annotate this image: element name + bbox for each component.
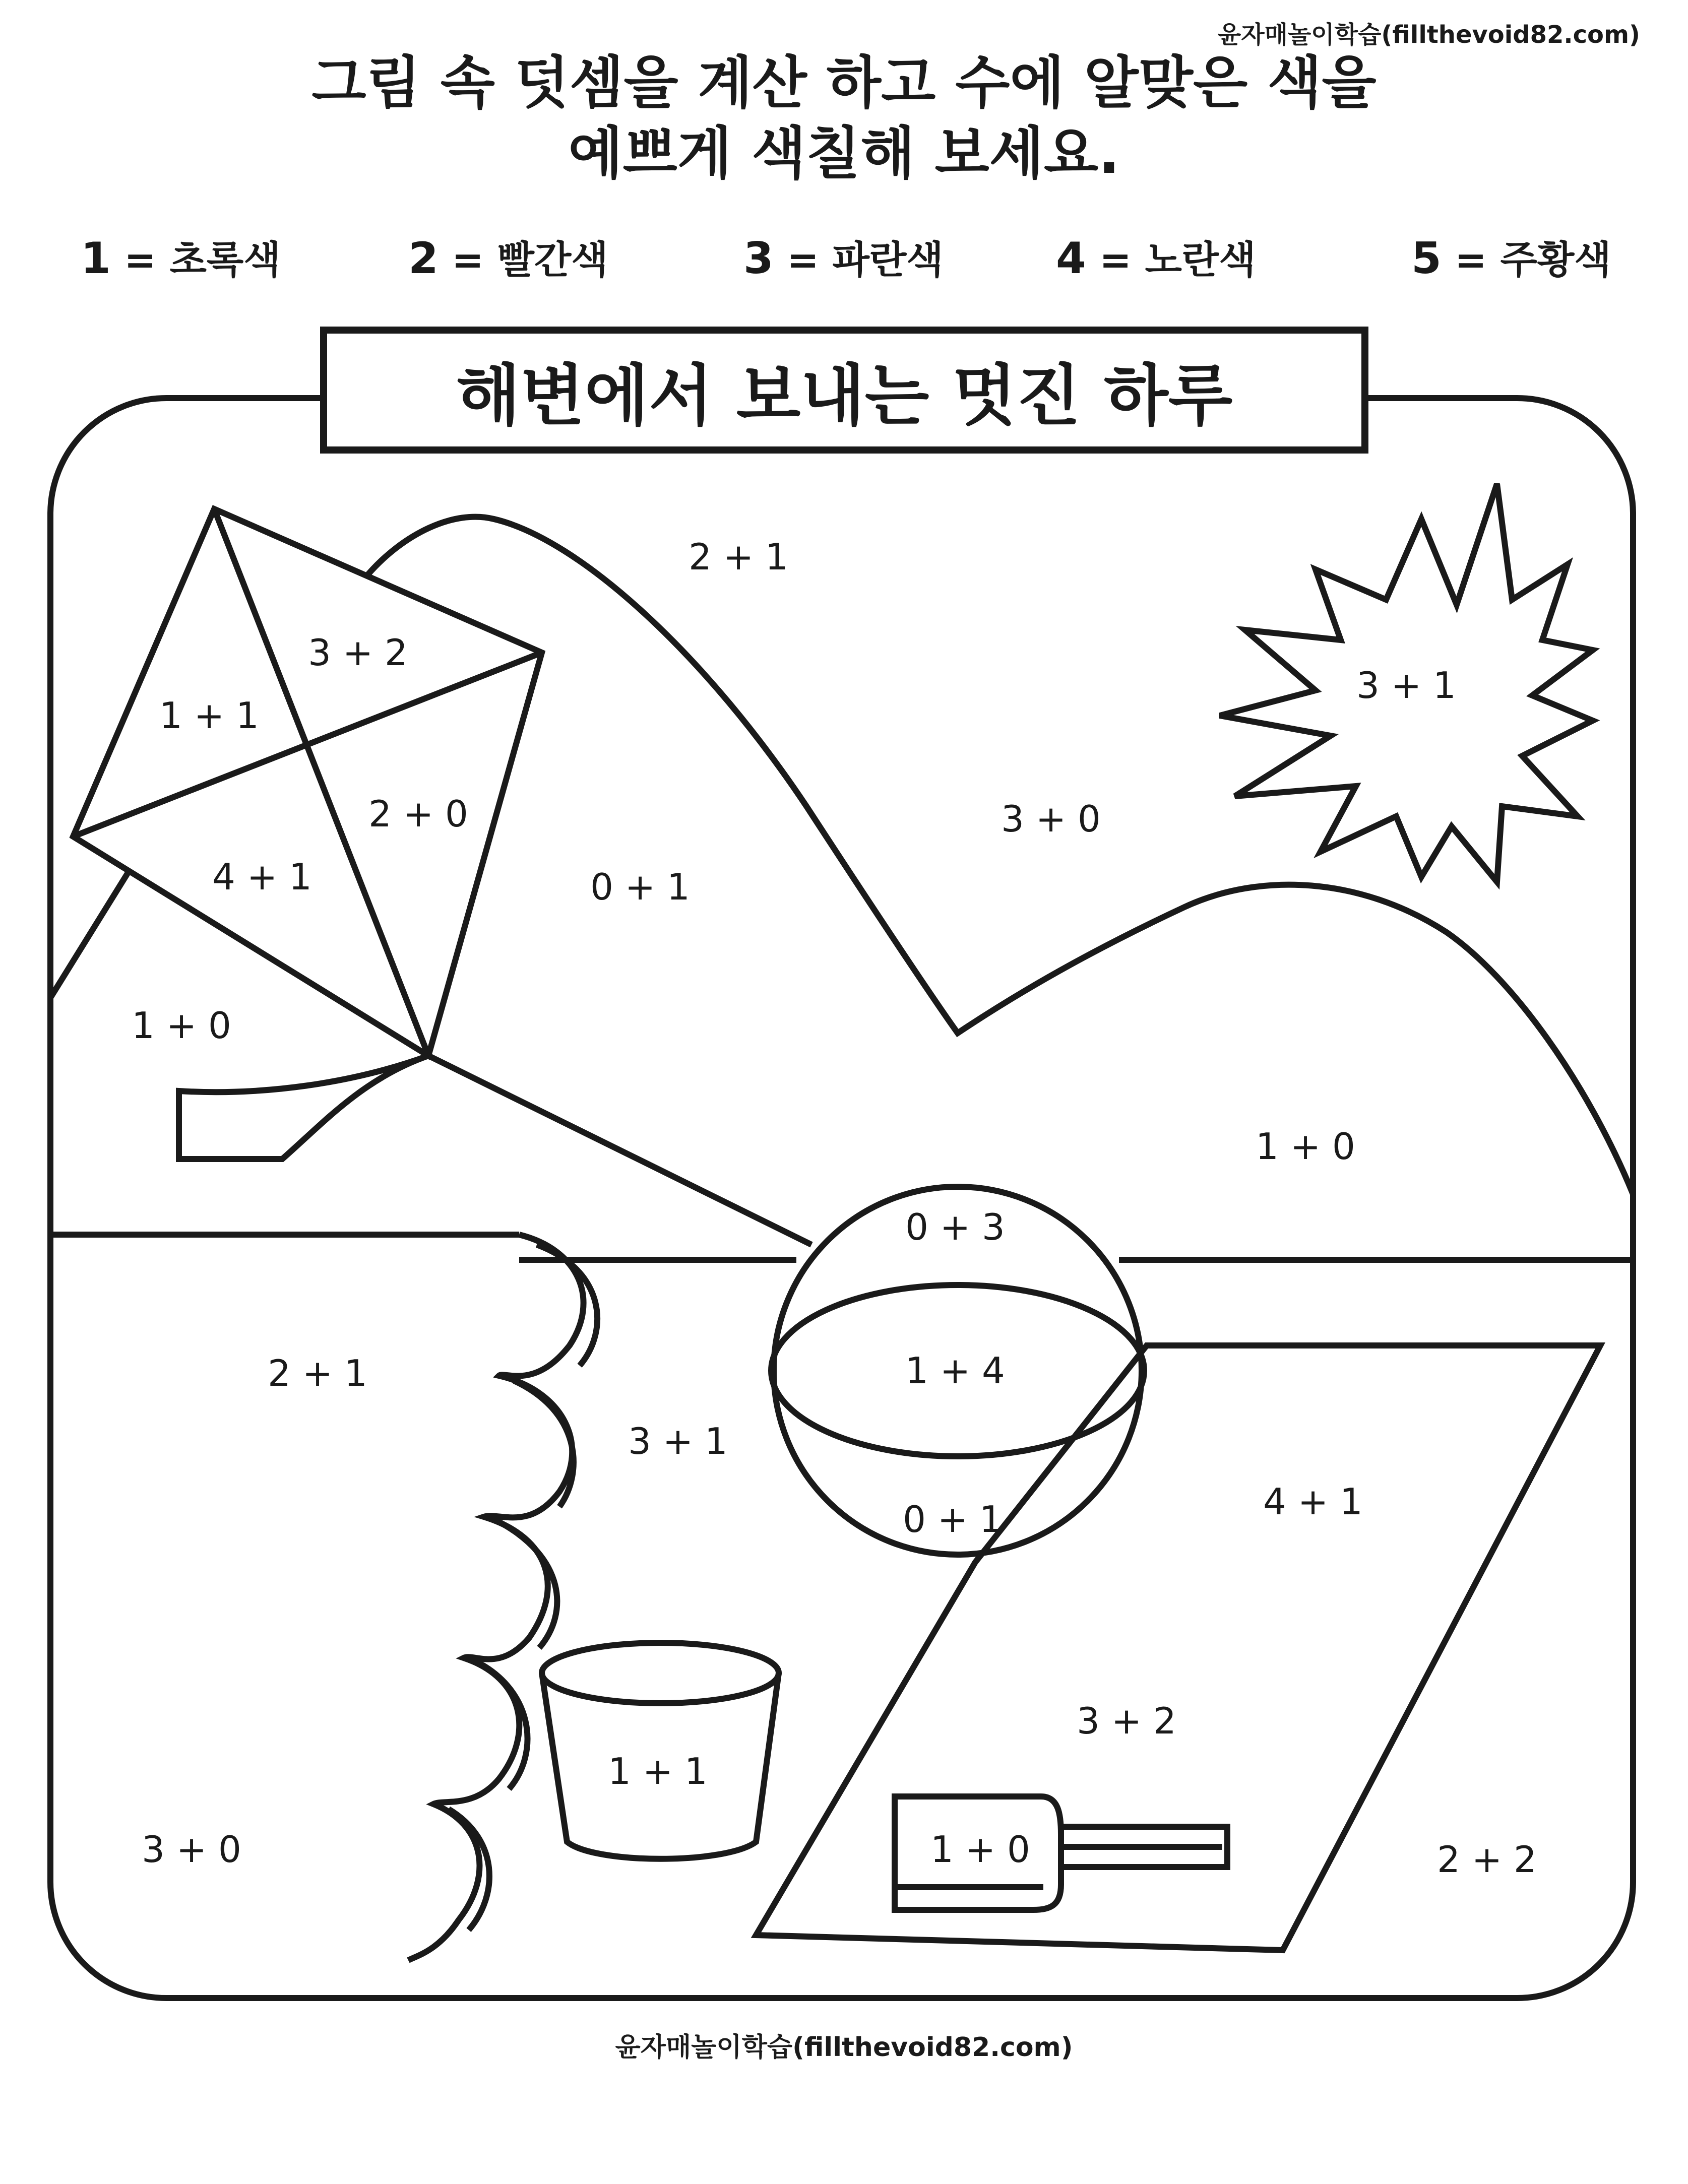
legend-num: 5 [1411,233,1442,284]
instruction-line-2: 예쁘게 색칠해 보세요. [568,121,1120,186]
region-label-hill-left: 1 + 0 [132,1004,231,1047]
region-label-ball-bottom: 0 + 1 [903,1498,1003,1540]
legend-color: 주황색 [1500,237,1611,282]
legend-sep: = [438,237,497,282]
legend-color: 초록색 [169,237,281,282]
legend-sep: = [773,237,833,282]
credit-top: 윤자매놀이학습(fillthevoid82.com) [1217,21,1640,49]
region-label-sea: 2 + 1 [268,1352,367,1394]
credit-bottom: 윤자매놀이학습(fillthevoid82.com) [615,2032,1073,2063]
region-label-hill-right: 1 + 0 [1256,1125,1355,1168]
region-label-kite-top: 3 + 2 [308,631,408,674]
kite-tail [179,1056,428,1159]
legend-color: 노란색 [1145,237,1256,282]
region-label-ball-middle: 1 + 4 [905,1350,1005,1392]
kite-string [428,1056,811,1245]
legend-color: 빨간색 [497,237,608,282]
hill-left-outline [50,872,129,998]
bucket-rim [542,1643,779,1703]
legend-num: 4 [1056,233,1086,284]
region-label-sand-middle: 3 + 1 [628,1420,728,1462]
region-label-bucket: 1 + 1 [608,1750,708,1792]
region-label-kite-right: 2 + 0 [368,793,468,835]
legend-num: 2 [408,233,439,284]
region-label-shovel: 1 + 0 [930,1828,1030,1871]
region-label-sea-lower: 3 + 0 [142,1828,241,1871]
shoreline-inner [449,1245,597,1930]
legend-sep: = [110,237,170,282]
region-label-kite-bottom: 4 + 1 [212,856,312,898]
picture-frame [50,398,1633,1998]
mountain-outline [368,517,1633,1194]
legend-color: 파란색 [832,237,944,282]
region-label-mountain-right: 3 + 0 [1001,798,1101,840]
kite-outline [73,509,542,1056]
banner-title: 해변에서 보내는 멋진 하루 [320,327,1368,454]
region-label-kite-left: 1 + 1 [159,694,259,737]
region-label-sky: 2 + 1 [689,536,788,578]
region-label-sun: 3 + 1 [1356,664,1456,706]
legend-num: 1 [81,233,111,284]
legend-sep: = [1441,237,1501,282]
region-label-ball-top: 0 + 3 [905,1206,1005,1248]
legend-sep: = [1086,237,1145,282]
region-label-mountain-left: 0 + 1 [590,866,690,908]
legend-num: 3 [743,233,774,284]
region-label-mat: 4 + 1 [1263,1481,1363,1523]
region-label-mat-lower: 3 + 2 [1077,1700,1176,1742]
region-label-sand-right: 2 + 2 [1437,1838,1537,1881]
instruction-line-1: 그림 속 덧셈을 계산 하고 수에 알맞은 색을 [311,50,1377,116]
